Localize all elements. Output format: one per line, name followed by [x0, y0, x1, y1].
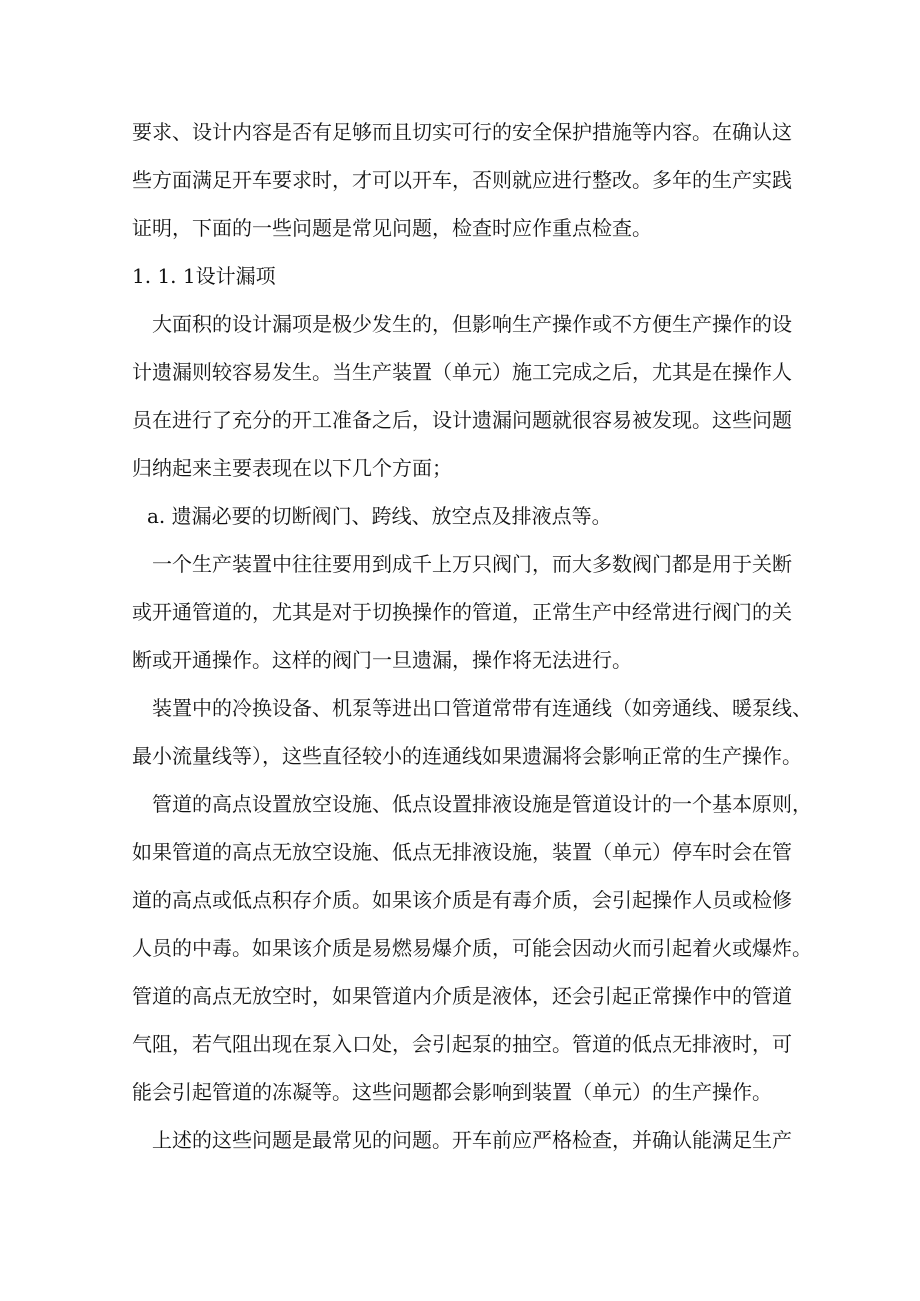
body-text-line: 证明，下面的一些问题是常见问题，检查时应作重点检查。: [132, 216, 652, 240]
list-item: a. 遗漏必要的切断阀门、跨线、放空点及排液点等。: [147, 504, 612, 528]
body-text-line: 员在进行了充分的开工准备之后，设计遗漏问题就很容易被发现。这些问题: [132, 408, 792, 432]
body-text-line: 上述的这些问题是最常见的问题。开车前应严格检查，并确认能满足生产: [152, 1128, 792, 1152]
body-text-line: 大面积的设计漏项是极少发生的，但影响生产操作或不方便生产操作的设: [152, 312, 792, 336]
body-text-line: 断或开通操作。这样的阀门一旦遗漏，操作将无法进行。: [132, 648, 632, 672]
body-text-line: 些方面满足开车要求时，才可以开车，否则就应进行整改。多年的生产实践: [132, 168, 792, 192]
body-text-line: 归纳起来主要表现在以下几个方面；: [132, 456, 452, 480]
body-text-line: 道的高点或低点积存介质。如果该介质是有毒介质，会引起操作人员或检修: [132, 888, 792, 912]
body-text-line: 一个生产装置中往往要用到成千上万只阀门，而大多数阀门都是用于关断: [152, 552, 792, 576]
body-text-line: 能会引起管道的冻凝等。这些问题都会影响到装置（单元）的生产操作。: [132, 1080, 772, 1104]
body-text-line: 装置中的冷换设备、机泵等进出口管道常带有连通线（如旁通线、暖泵线、: [152, 696, 812, 720]
body-text-line: 计遗漏则较容易发生。当生产装置（单元）施工完成之后，尤其是在操作人: [132, 360, 792, 384]
body-text-line: 要求、设计内容是否有足够而且切实可行的安全保护措施等内容。在确认这: [132, 120, 792, 144]
body-text-line: 管道的高点无放空时，如果管道内介质是液体，还会引起正常操作中的管道: [132, 984, 792, 1008]
body-text-line: 如果管道的高点无放空设施、低点无排液设施，装置（单元）停车时会在管: [132, 840, 792, 864]
body-text-line: 人员的中毒。如果该介质是易燃易爆介质，可能会因动火而引起着火或爆炸。: [132, 936, 812, 960]
body-text-line: 或开通管道的，尤其是对于切换操作的管道，正常生产中经常进行阀门的关: [132, 600, 792, 624]
body-text-line: 管道的高点设置放空设施、低点设置排液设施是管道设计的一个基本原则，: [152, 792, 812, 816]
body-text-line: 气阻，若气阻出现在泵入口处，会引起泵的抽空。管道的低点无排液时，可: [132, 1032, 792, 1056]
section-heading: 1. 1. 1设计漏项: [132, 264, 276, 288]
body-text-line: 最小流量线等），这些直径较小的连通线如果遗漏将会影响正常的生产操作。: [132, 744, 802, 768]
